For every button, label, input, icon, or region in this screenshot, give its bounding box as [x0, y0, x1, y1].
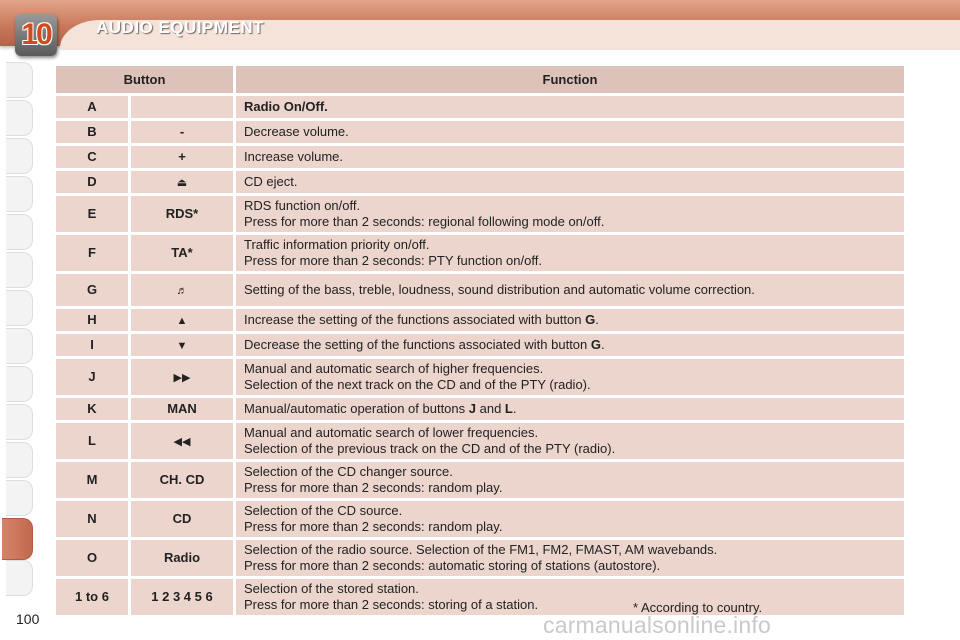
- button-letter: G: [56, 274, 131, 306]
- description-line: Selection of the previous track on the CD and of the PTY (radio).: [244, 441, 616, 456]
- function-description: [236, 274, 904, 306]
- function-description: [236, 398, 904, 420]
- description-line: Press for more than 2 seconds: automatic storing of stations (autostore).: [244, 558, 661, 573]
- table-row: [56, 462, 904, 498]
- description-text: Increase the setting of the functions associated with button: [244, 312, 586, 327]
- button-symbol: -: [131, 121, 236, 143]
- function-description: [236, 96, 904, 118]
- description-tail: .: [595, 312, 599, 327]
- button-letter: B: [56, 121, 131, 143]
- button-letter: I: [56, 334, 131, 356]
- description-line: [244, 149, 896, 165]
- table-row: [56, 423, 904, 459]
- description-text: Selection of the CD changer source.: [244, 464, 453, 479]
- button-letter: M: [56, 462, 131, 498]
- table-body: [56, 96, 904, 615]
- description-line: Press for more than 2 seconds: PTY function on/off.: [244, 253, 542, 268]
- button-symbol: RDS*: [131, 196, 236, 232]
- button-symbol-cell: [131, 334, 236, 356]
- page-number: 100: [16, 611, 40, 627]
- button-letter: N: [56, 501, 131, 537]
- button-letter: C: [56, 146, 131, 168]
- fast-forward-icon: ▶▶: [173, 371, 191, 384]
- description-line: Press for more than 2 seconds: storing of a station.: [244, 597, 539, 612]
- description-text: Selection of the stored station.: [244, 581, 419, 596]
- watermark: carmanualsonline.info: [543, 612, 771, 638]
- button-letter: F: [56, 235, 131, 271]
- side-tab[interactable]: [6, 214, 33, 250]
- button-column-header: Button: [56, 66, 236, 93]
- description-line: [244, 99, 896, 115]
- button-symbol: CH. CD: [131, 462, 236, 498]
- description-line: [244, 542, 896, 558]
- conjunction-text: and: [476, 401, 505, 416]
- function-description: [236, 235, 904, 271]
- description-line: [244, 425, 896, 441]
- description-text: CD eject.: [244, 174, 298, 189]
- table-row: [56, 121, 904, 143]
- side-tab[interactable]: [6, 404, 33, 440]
- table-row: [56, 235, 904, 271]
- description-text: Manual and automatic search of higher frequencies.: [244, 361, 544, 376]
- button-letter: E: [56, 196, 131, 232]
- function-column-header: Function: [236, 66, 904, 93]
- description-line: [244, 174, 896, 190]
- function-description: [236, 334, 904, 356]
- description-line: [244, 401, 896, 417]
- table-row: [56, 334, 904, 356]
- side-tab[interactable]: [6, 560, 33, 596]
- function-description: [236, 196, 904, 232]
- function-description: [236, 146, 904, 168]
- eject-icon: ⏏: [176, 176, 188, 189]
- button-symbol-cell: [131, 359, 236, 395]
- button-symbol-cell: [131, 423, 236, 459]
- function-description: [236, 171, 904, 193]
- description-text: RDS function on/off.: [244, 198, 361, 213]
- function-description: [236, 309, 904, 331]
- button-symbol: CD: [131, 501, 236, 537]
- table-row: [56, 196, 904, 232]
- page-title: AUDIO EQUIPMENT: [96, 18, 265, 37]
- function-description: [236, 579, 904, 615]
- table-row: [56, 398, 904, 420]
- description-line: [244, 337, 896, 353]
- side-tab[interactable]: [6, 252, 33, 288]
- description-text: Radio On/Off.: [244, 99, 328, 114]
- side-tab[interactable]: [6, 480, 33, 516]
- description-text: Decrease volume.: [244, 124, 349, 139]
- button-symbol: 1 2 3 4 5 6: [131, 579, 236, 615]
- description-line: [244, 282, 896, 298]
- button-symbol: +: [131, 146, 236, 168]
- button-symbol-cell: [131, 309, 236, 331]
- rewind-icon: ◀◀: [173, 435, 191, 448]
- description-text: Increase volume.: [244, 149, 343, 164]
- table-row: [56, 309, 904, 331]
- description-line: [244, 124, 896, 140]
- description-line: Selection of the next track on the CD and of the PTY (radio).: [244, 377, 591, 392]
- description-text: Decrease the setting of the functions associated with button: [244, 337, 591, 352]
- description-text: Manual/automatic operation of buttons: [244, 401, 469, 416]
- description-line: Press for more than 2 seconds: random play.: [244, 480, 503, 495]
- button-letter: H: [56, 309, 131, 331]
- side-tab[interactable]: [6, 176, 33, 212]
- button-letter: K: [56, 398, 131, 420]
- footnote: * According to country.: [633, 600, 763, 615]
- description-line: [244, 237, 896, 253]
- side-tab[interactable]: [6, 100, 33, 136]
- audio-buttons-table: [56, 63, 904, 618]
- function-description: [236, 462, 904, 498]
- description-tail: .: [512, 401, 517, 416]
- description-line: [244, 581, 896, 597]
- button-symbol: [131, 96, 236, 118]
- function-description: [236, 423, 904, 459]
- button-reference: G: [585, 312, 596, 327]
- function-description: [236, 501, 904, 537]
- function-description: [236, 359, 904, 395]
- button-symbol-cell: [131, 171, 236, 193]
- button-reference: G: [590, 337, 601, 352]
- button-symbol-cell: [131, 274, 236, 306]
- side-tab[interactable]: [6, 366, 33, 402]
- music-note-icon: ♬: [176, 284, 188, 297]
- button-letter: O: [56, 540, 131, 576]
- function-description: [236, 121, 904, 143]
- button-letter: D: [56, 171, 131, 193]
- description-line: [244, 312, 896, 328]
- table-row: [56, 96, 904, 118]
- table-row: [56, 146, 904, 168]
- description-tail: .: [601, 337, 605, 352]
- description-text: Manual and automatic search of lower frequencies.: [244, 425, 539, 440]
- side-tab[interactable]: [6, 138, 33, 174]
- table-row: [56, 171, 904, 193]
- button-symbol: Radio: [131, 540, 236, 576]
- table-header-row: [56, 66, 904, 93]
- table-row: [56, 579, 904, 615]
- button-reference: L: [504, 401, 513, 416]
- button-symbol: MAN: [131, 398, 236, 420]
- description-line: Press for more than 2 seconds: regional following mode on/off.: [244, 214, 605, 229]
- chapter-badge: 10: [15, 14, 57, 56]
- side-tab[interactable]: [6, 442, 33, 478]
- table-row: [56, 274, 904, 306]
- description-text: Setting of the bass, treble, loudness, sound distribution and automatic volume correction.: [244, 282, 755, 297]
- function-description: [236, 540, 904, 576]
- description-line: [244, 503, 896, 519]
- description-line: [244, 361, 896, 377]
- description-text: Selection of the radio source. Selection of the FM1, FM2, FMAST, AM wavebands.: [244, 542, 718, 557]
- table-row: [56, 359, 904, 395]
- description-text: Selection of the CD source.: [244, 503, 403, 518]
- up-arrow-icon: ▲: [176, 314, 188, 327]
- button-letter: 1 to 6: [56, 579, 131, 615]
- button-letter: L: [56, 423, 131, 459]
- button-symbol: TA*: [131, 235, 236, 271]
- chapter-side-tabs: [0, 62, 34, 582]
- description-line: Press for more than 2 seconds: random play.: [244, 519, 503, 534]
- button-letter: J: [56, 359, 131, 395]
- description-text: Traffic information priority on/off.: [244, 237, 430, 252]
- button-reference: J: [468, 401, 476, 416]
- side-tab[interactable]: [6, 328, 33, 364]
- description-line: [244, 464, 896, 480]
- table-row: [56, 540, 904, 576]
- table-row: [56, 501, 904, 537]
- button-letter: A: [56, 96, 131, 118]
- side-tab[interactable]: [6, 290, 33, 326]
- side-tab-active[interactable]: [2, 518, 33, 560]
- side-tab[interactable]: [6, 62, 33, 98]
- description-line: [244, 198, 896, 214]
- down-arrow-icon: ▼: [176, 339, 188, 352]
